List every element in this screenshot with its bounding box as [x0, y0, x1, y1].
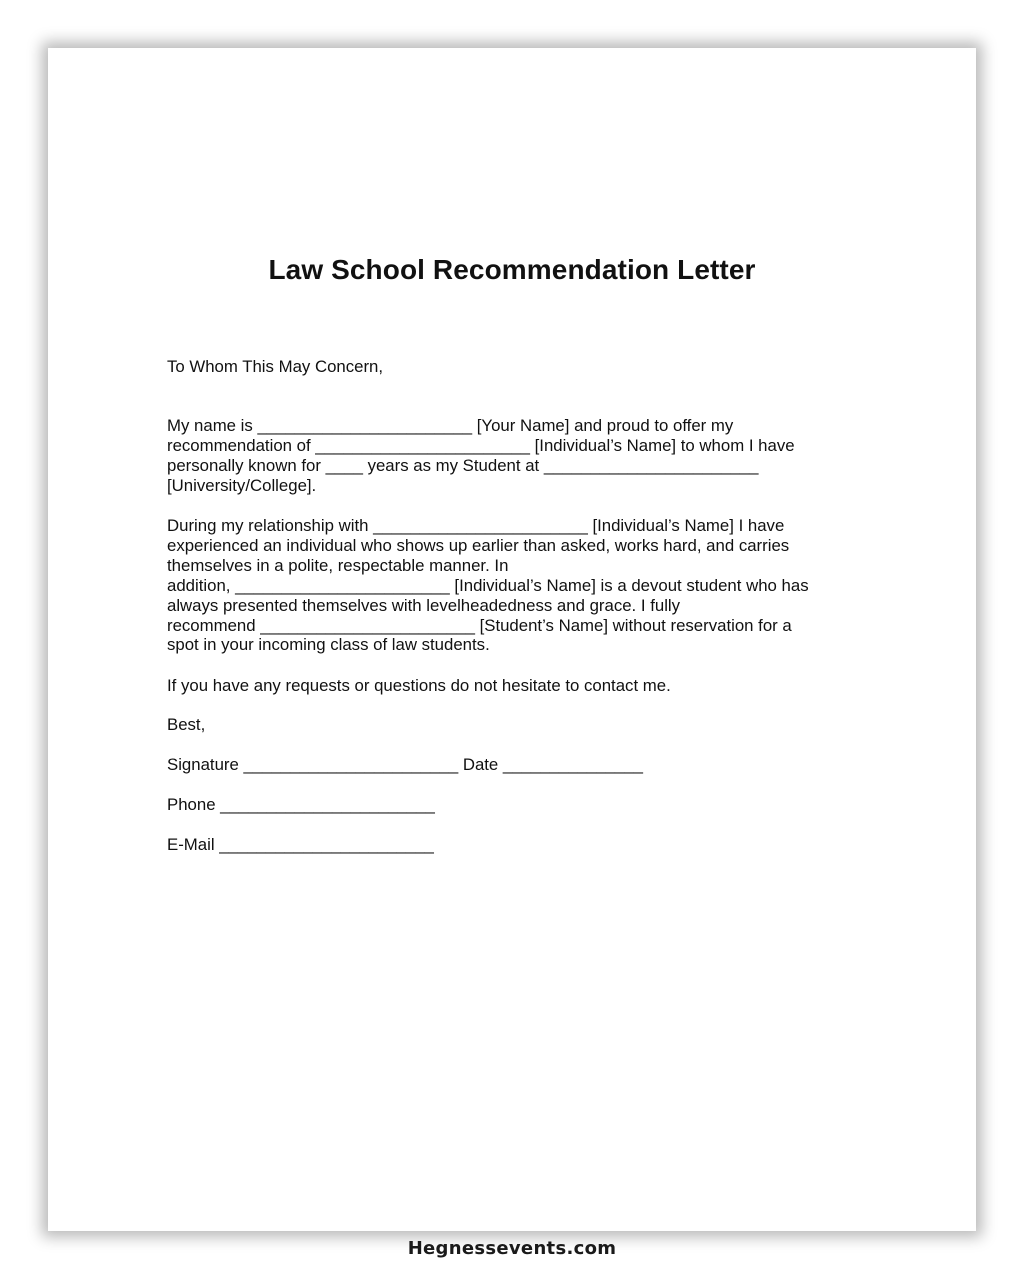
closing: Best, [167, 715, 206, 734]
signature-date-field: Signature _______________________ Date _______________ [167, 755, 643, 774]
salutation: To Whom This May Concern, [167, 357, 384, 376]
paragraph-relationship: During my relationship with _______________________ [Individual’s Name] I have experienced an individual who shows up earlier than asked, works hard, and carries themselves in a polite, respectable manner. In addition, _______________________ [Individual’s Name] is a devout student who has always presented themselves with levelheadedness and grace. I fully recommend _______________________ [Student’s Name] without reservation for a spot in your incoming class of law students. [167, 516, 809, 655]
paragraph-contact: If you have any requests or questions do not hesitate to contact me. [167, 676, 671, 695]
document-page [48, 48, 976, 1231]
page-title: Law School Recommendation Letter [268, 254, 756, 285]
email-field: E-Mail _______________________ [167, 835, 434, 854]
paragraph-introduction: My name is _______________________ [Your Name] and proud to offer my recommendation of _______________________ [Individual’s Name] to whom I have personally known for ____ years as my Student at _______________________ [University/College]. [167, 416, 795, 495]
phone-field: Phone _______________________ [167, 795, 435, 814]
site-watermark: Hegnessevents.com [407, 1238, 617, 1259]
